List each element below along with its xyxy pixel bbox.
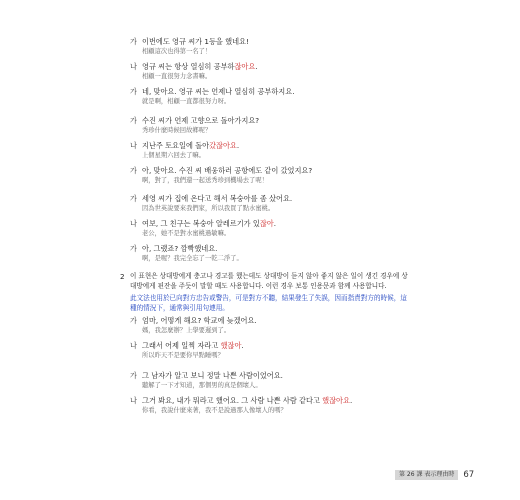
chinese-translation: 你看，我說什麼來著，我不是說過那人像壞人的嗎？ xyxy=(142,407,287,414)
dialogue-line xyxy=(130,36,294,47)
korean-sentence: 수진 씨가 언제 고향으로 돌아가지요? xyxy=(142,116,260,125)
chinese-translation: 聽解了一下才知道，那個男的真是個壞人。 xyxy=(142,382,262,389)
highlighted-grammar: 잖아 xyxy=(259,219,274,228)
korean-sentence: 그 남자가 알고 보니 정말 나쁜 사람이었어요. xyxy=(142,371,283,380)
speaker-label: 가 xyxy=(130,37,137,46)
korean-sentence: 지난주 토요일에 돌아갔잖아요. xyxy=(142,141,240,150)
dialogue-line xyxy=(130,370,352,381)
chinese-translation: 啊，是喔？我完全忘了一乾二淨了。 xyxy=(142,255,243,262)
speaker-label: 가 xyxy=(130,166,137,175)
note-number: 2 xyxy=(120,272,125,281)
dialogue-line xyxy=(130,61,294,72)
dialogue-block xyxy=(130,36,294,111)
dialogue-line xyxy=(130,243,292,254)
chinese-translation: 上個星期六回去了嘛。 xyxy=(142,152,205,159)
korean-sentence: 세영 씨가 집에 온다고 해서 복숭아를 좀 샀어요. xyxy=(142,194,293,203)
speaker-label: 가 xyxy=(130,116,137,125)
highlighted-grammar: 했잖아 xyxy=(220,341,242,350)
speaker-label: 나 xyxy=(130,396,137,405)
highlighted-grammar: 갔잖아요 xyxy=(209,141,237,150)
dialogue-block xyxy=(130,370,352,420)
chinese-translation: 相顧一直很努力念書嘛。 xyxy=(142,73,212,80)
speaker-label: 나 xyxy=(130,219,137,228)
dialogue-line xyxy=(130,218,292,229)
korean-sentence: 이번에도 영규 씨가 1등을 했네요! xyxy=(142,37,249,46)
korean-sentence: 여보, 그 친구는 복숭아 알레르기가 있잖아. xyxy=(142,219,277,228)
chapter-label: 第 26 課 表示理由時 xyxy=(395,470,458,480)
korean-sentence: 엄마, 어떻게 해요? 학교에 늦겠어요. xyxy=(142,316,257,325)
chinese-translation: 秀珍什麼時候回故鄉呢？ xyxy=(142,127,212,134)
korean-sentence: 네, 맞아요. 영규 씨는 언제나 열심히 공부하지요. xyxy=(142,87,295,96)
speaker-label: 가 xyxy=(130,371,137,380)
note-chinese-text: 此文法也用於已向對方忠告或警告，可是對方不聽，結果發生了失誤，因而指責對方的時候，這種的情況下，通常與引用句連用。 xyxy=(130,294,407,312)
chinese-translation: 因為世英說要來我們家，所以我買了點水蜜桃。 xyxy=(142,205,275,212)
speaker-label: 나 xyxy=(130,62,137,71)
dialogue-line xyxy=(130,165,312,176)
korean-sentence: 아, 그랬죠? 깜빡했네요. xyxy=(142,244,218,253)
dialogue-block xyxy=(130,193,292,268)
dialogue-line xyxy=(130,140,312,151)
chinese-translation: 就是啊，相顧一直都很努力呀。 xyxy=(142,98,231,105)
chinese-translation: 所以昨天不是要你早點睡嗎？ xyxy=(142,352,224,359)
korean-sentence: 그래서 어제 일찍 자라고 했잖아. xyxy=(142,341,244,350)
chinese-translation: 老公，她不是對水蜜桃過敏嘛。 xyxy=(142,230,231,237)
speaker-label: 가 xyxy=(130,194,137,203)
speaker-label: 가 xyxy=(130,244,137,253)
page-footer xyxy=(395,470,474,480)
speaker-label: 가 xyxy=(130,316,137,325)
highlighted-grammar: 했잖아요 xyxy=(322,396,350,405)
highlighted-grammar: 잖아요 xyxy=(234,62,256,71)
speaker-label: 나 xyxy=(130,341,137,350)
dialogue-line xyxy=(130,193,292,204)
dialogue-line xyxy=(130,315,257,326)
note-korean-text: 이 표현은 상대방에게 충고나 경고를 했는데도 상대방이 듣지 않아 좋지 않은 일이 생긴 경우에 상대방에게 핀잔을 주듯이 말할 때도 사용합니다. 이런 경우 보통 인용문과 함께 사용합니다. xyxy=(130,272,408,290)
chinese-translation: 媽，我怎麼辦？上學要遲到了。 xyxy=(142,327,231,334)
dialogue-line xyxy=(130,395,352,406)
chinese-translation: 相顧這次也得第一名了！ xyxy=(142,48,212,55)
dialogue-line xyxy=(130,115,312,126)
korean-sentence: 아, 맞아요. 수진 씨 배웅하러 공항에도 같이 갔었지요? xyxy=(142,166,313,175)
dialogue-block xyxy=(130,315,257,365)
korean-sentence: 그거 봐요, 내가 뭐라고 했어요. 그 사람 나쁜 사람 같다고 했잖아요. xyxy=(142,396,353,405)
page-number: 67 xyxy=(463,470,475,480)
korean-sentence: 영규 씨는 항상 열심히 공부하잖아요. xyxy=(142,62,258,71)
dialogue-block xyxy=(130,115,312,190)
dialogue-line xyxy=(130,340,257,351)
chinese-translation: 啊，對了，我們還一起送秀珍到機場去了呢！ xyxy=(142,177,268,184)
speaker-label: 가 xyxy=(130,87,137,96)
dialogue-line xyxy=(130,86,294,97)
speaker-label: 나 xyxy=(130,141,137,150)
